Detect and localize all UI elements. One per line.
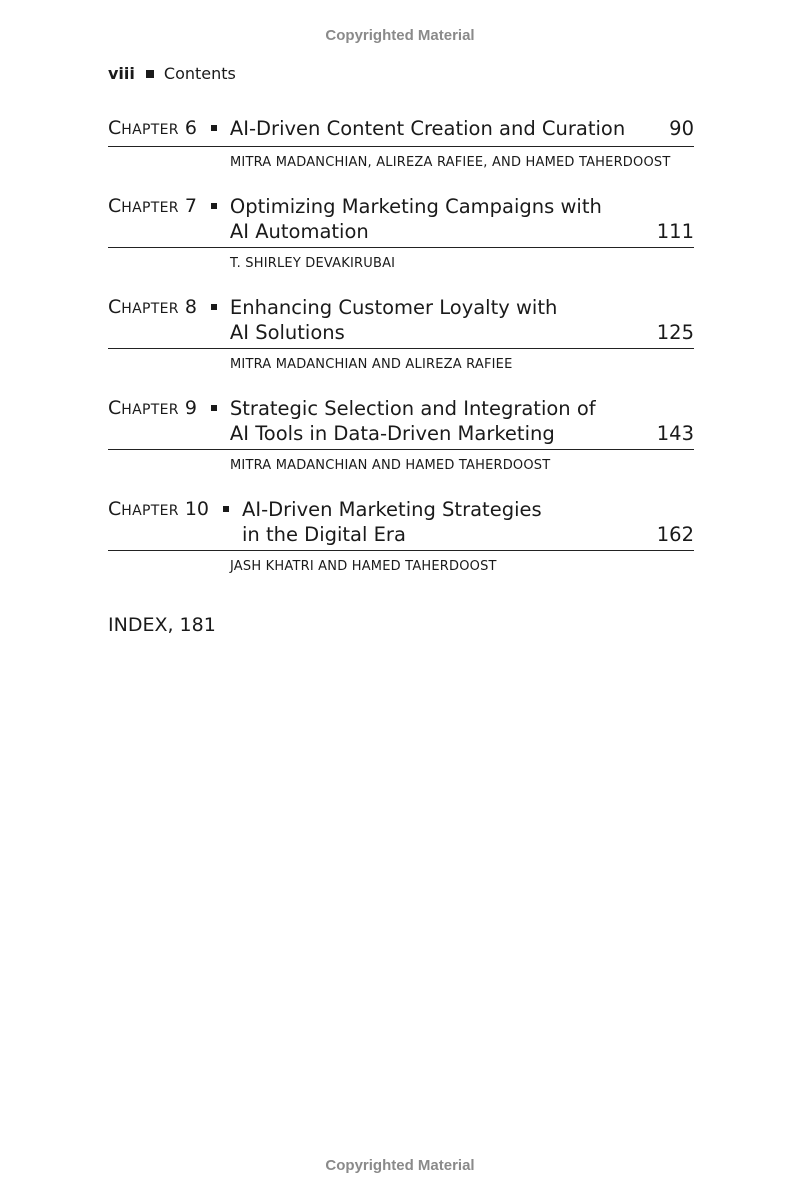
copyright-watermark-top: Copyrighted Material	[325, 27, 475, 44]
toc-entry-chapter-6[interactable]	[108, 116, 694, 170]
toc-entry-chapter-10[interactable]	[108, 497, 694, 574]
toc-entry-chapter-8[interactable]	[108, 295, 694, 372]
chapter-authors: MITRA MADANCHIAN, ALIREZA RAFIEE, AND HAMED TAHERDOOST	[230, 155, 671, 170]
chapter-label: CHAPTER 7	[108, 194, 230, 244]
page-number: viii	[108, 64, 135, 83]
chapter-authors: MITRA MADANCHIAN AND ALIREZA RAFIEE	[230, 357, 513, 372]
bullet-icon	[211, 405, 217, 411]
chapter-label: CHAPTER 8	[108, 295, 230, 345]
chapter-authors: JASH KHATRI AND HAMED TAHERDOOST	[230, 559, 497, 574]
chapter-title: Strategic Selection and Integration of AI Tools in Data-Driven Marketing 143	[229, 397, 694, 445]
toc-entry-chapter-9[interactable]	[108, 396, 694, 473]
chapter-page: 111	[656, 220, 694, 243]
chapter-label: CHAPTER 10	[108, 497, 242, 547]
chapter-authors: MITRA MADANCHIAN AND HAMED TAHERDOOST	[230, 458, 551, 473]
chapter-page: 125	[656, 321, 694, 344]
table-of-contents	[108, 116, 694, 598]
chapter-page: 90	[669, 117, 694, 140]
bullet-icon	[211, 203, 217, 209]
chapter-title: Optimizing Marketing Campaigns with AI Automation 111	[229, 195, 694, 243]
chapter-page: 143	[656, 422, 694, 445]
index-entry[interactable]: INDEX, 181	[108, 614, 216, 636]
square-bullet-icon	[146, 70, 154, 78]
chapter-label: CHAPTER 9	[108, 396, 230, 446]
bullet-icon	[211, 304, 217, 310]
chapter-title: AI-Driven Marketing Strategies in the Digital Era 162	[242, 498, 694, 546]
section-title: Contents	[163, 64, 236, 83]
chapter-title: Enhancing Customer Loyalty with AI Solutions 125	[229, 296, 694, 344]
bullet-icon	[211, 125, 217, 131]
chapter-authors: T. SHIRLEY DEVAKIRUBAI	[230, 256, 396, 271]
chapter-title: AI-Driven Content Creation and Curation 90	[229, 117, 694, 140]
running-head	[108, 64, 236, 83]
bullet-icon	[223, 506, 229, 512]
chapter-label: CHAPTER 6	[108, 116, 230, 143]
copyright-watermark-bottom: Copyrighted Material	[325, 1157, 475, 1174]
toc-entry-chapter-7[interactable]	[108, 194, 694, 271]
chapter-page: 162	[656, 523, 694, 546]
